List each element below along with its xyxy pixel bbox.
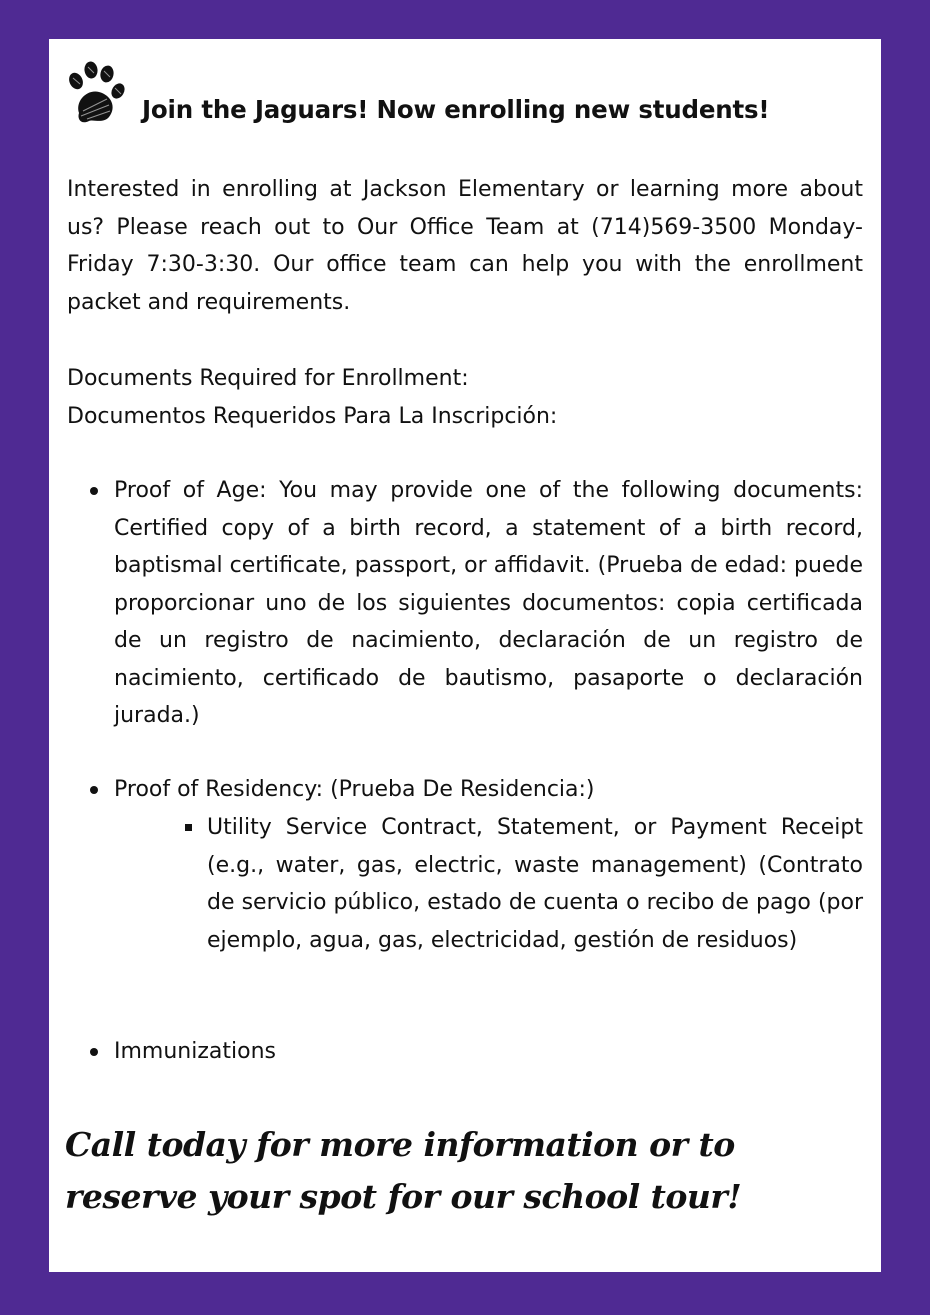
documents-heading bbox=[67, 360, 557, 435]
list-item-immunizations bbox=[114, 1033, 863, 1071]
square-bullet-icon bbox=[185, 824, 192, 831]
list-item-proof-of-age bbox=[114, 472, 863, 735]
documents-heading-spanish: Documentos Requeridos Para La Inscripción: bbox=[67, 403, 558, 429]
proof-of-residency-text: Proof of Residency: (Prueba De Residencia:) bbox=[114, 777, 595, 802]
immunizations-text: Immunizations bbox=[114, 1039, 276, 1064]
page-title: Join the Jaguars! Now enrolling new students! bbox=[142, 95, 770, 124]
bullet-icon bbox=[90, 1048, 98, 1056]
paw-print-icon bbox=[63, 61, 127, 127]
flyer-page bbox=[49, 39, 881, 1272]
sublist-item-utility-documents bbox=[207, 809, 863, 959]
bullet-icon bbox=[90, 786, 98, 794]
bullet-icon bbox=[90, 487, 98, 495]
proof-of-age-text: Proof of Age: You may provide one of the following documents: Certified copy of a birth record, a statement of a birth record, baptismal certificate, passport, or affidavit. (Prueba de edad: puede proporcionar uno de los siguientes documentos: copia certificada de un registro de nacimiento, declaración de un registro de nacimiento, certificado de bautismo, pasaporte o declaración jurada.) bbox=[114, 478, 863, 728]
documents-heading-english: Documents Required for Enrollment: bbox=[67, 366, 469, 391]
intro-paragraph: Interested in enrolling at Jackson Elementary or learning more about us? Please reach out to Our Office Team at (714)569-3500 Monday-Friday 7:30-3:30. Our office team can help you with the enrollment packet and requirements. bbox=[67, 177, 863, 315]
list-item-proof-of-residency bbox=[114, 771, 863, 809]
call-to-action: Call today for more information or to reserve your spot for our school tour! bbox=[65, 1125, 742, 1216]
utility-documents-text: Utility Service Contract, Statement, or Payment Receipt (e.g., water, gas, electric, waste management) (Contrato de servicio público, estado de cuenta o recibo de pago (por ejemplo, agua, gas, electricidad, gestión de residuos) bbox=[207, 815, 863, 953]
